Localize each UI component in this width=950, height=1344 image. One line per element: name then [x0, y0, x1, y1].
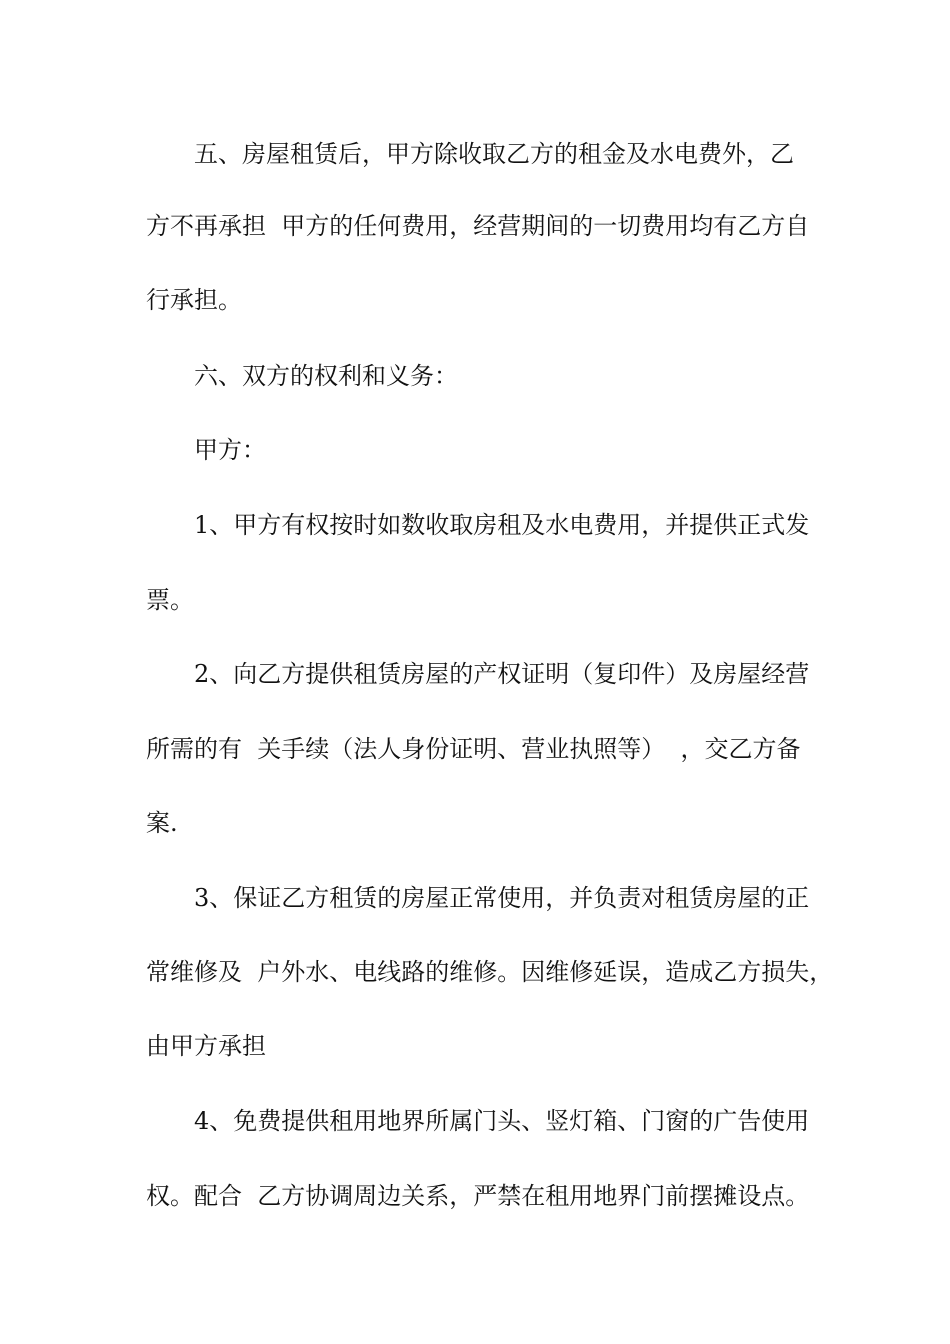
text-line: 3、保证乙方租赁的房屋正常使用，并负责对租赁房屋的正 — [194, 884, 810, 912]
text-line: 甲方： — [194, 436, 266, 464]
text-line: 票。 — [146, 586, 194, 614]
text-line: 常维修及 户外水、电线路的维修。因维修延误，造成乙方损失， — [146, 958, 834, 986]
text-line: 2、向乙方提供租赁房屋的产权证明（复印件）及房屋经营 — [194, 660, 810, 688]
text-line: 六、双方的权利和义务： — [194, 362, 458, 390]
text-line: 案. — [146, 809, 178, 837]
text-line: 4、免费提供租用地界所属门头、竖灯箱、门窗的广告使用 — [194, 1107, 810, 1135]
text-line: 方不再承担 甲方的任何费用，经营期间的一切费用均有乙方自 — [146, 212, 810, 240]
text-line: 由甲方承担 — [146, 1032, 266, 1060]
text-line: 行承担。 — [146, 286, 242, 314]
text-line: 1、甲方有权按时如数收取房租及水电费用，并提供正式发 — [194, 511, 810, 539]
text-line: 五、房屋租赁后，甲方除收取乙方的租金及水电费外，乙 — [194, 140, 794, 168]
text-line: 所需的有 关手续（法人身份证明、营业执照等） ，交乙方备 — [146, 735, 801, 763]
text-line: 权。配合 乙方协调周边关系，严禁在租用地界门前摆摊设点。 — [146, 1182, 810, 1210]
